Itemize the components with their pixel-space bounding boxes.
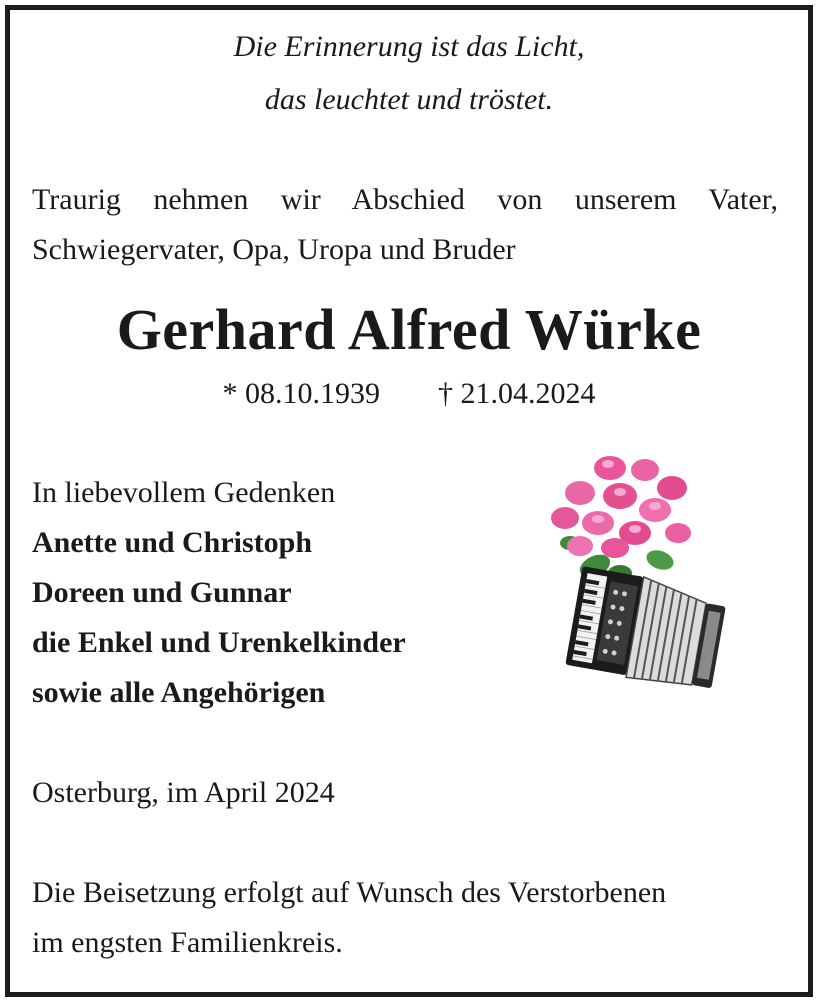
flower-bouquet: [551, 456, 691, 558]
intro-line-1: Traurig nehmen wir Abschied von unserem Vater,: [32, 183, 778, 216]
intro-line-2: Schwiegervater, Opa, Uropa und Bruder: [32, 233, 516, 266]
mourner-line: sowie alle Angehörigen: [32, 676, 326, 709]
death-date: † 21.04.2024: [438, 377, 596, 410]
deceased-name: Gerhard Alfred Würke: [116, 297, 702, 362]
birth-date: * 08.10.1939: [222, 377, 380, 410]
place-date: Osterburg, im April 2024: [32, 776, 335, 809]
life-dates: [0, 377, 818, 411]
motto-line-2: das leuchtet und tröstet.: [264, 83, 554, 116]
mourner-line: die Enkel und Urenkelkinder: [32, 626, 406, 659]
mourner-line: Doreen und Gunnar: [32, 576, 292, 609]
mourners-intro: In liebevollem Gedenken: [32, 476, 336, 509]
accordion: [565, 566, 728, 692]
motto-line-1: Die Erinnerung ist das Licht,: [233, 30, 585, 63]
accordion-flowers-icon: [540, 448, 750, 708]
mourner-line: Anette und Christoph: [32, 526, 313, 559]
burial-note-line-1: Die Beisetzung erfolgt auf Wunsch des Verstorbenen: [32, 876, 667, 909]
burial-note-line-2: im engsten Familienkreis.: [32, 926, 343, 959]
